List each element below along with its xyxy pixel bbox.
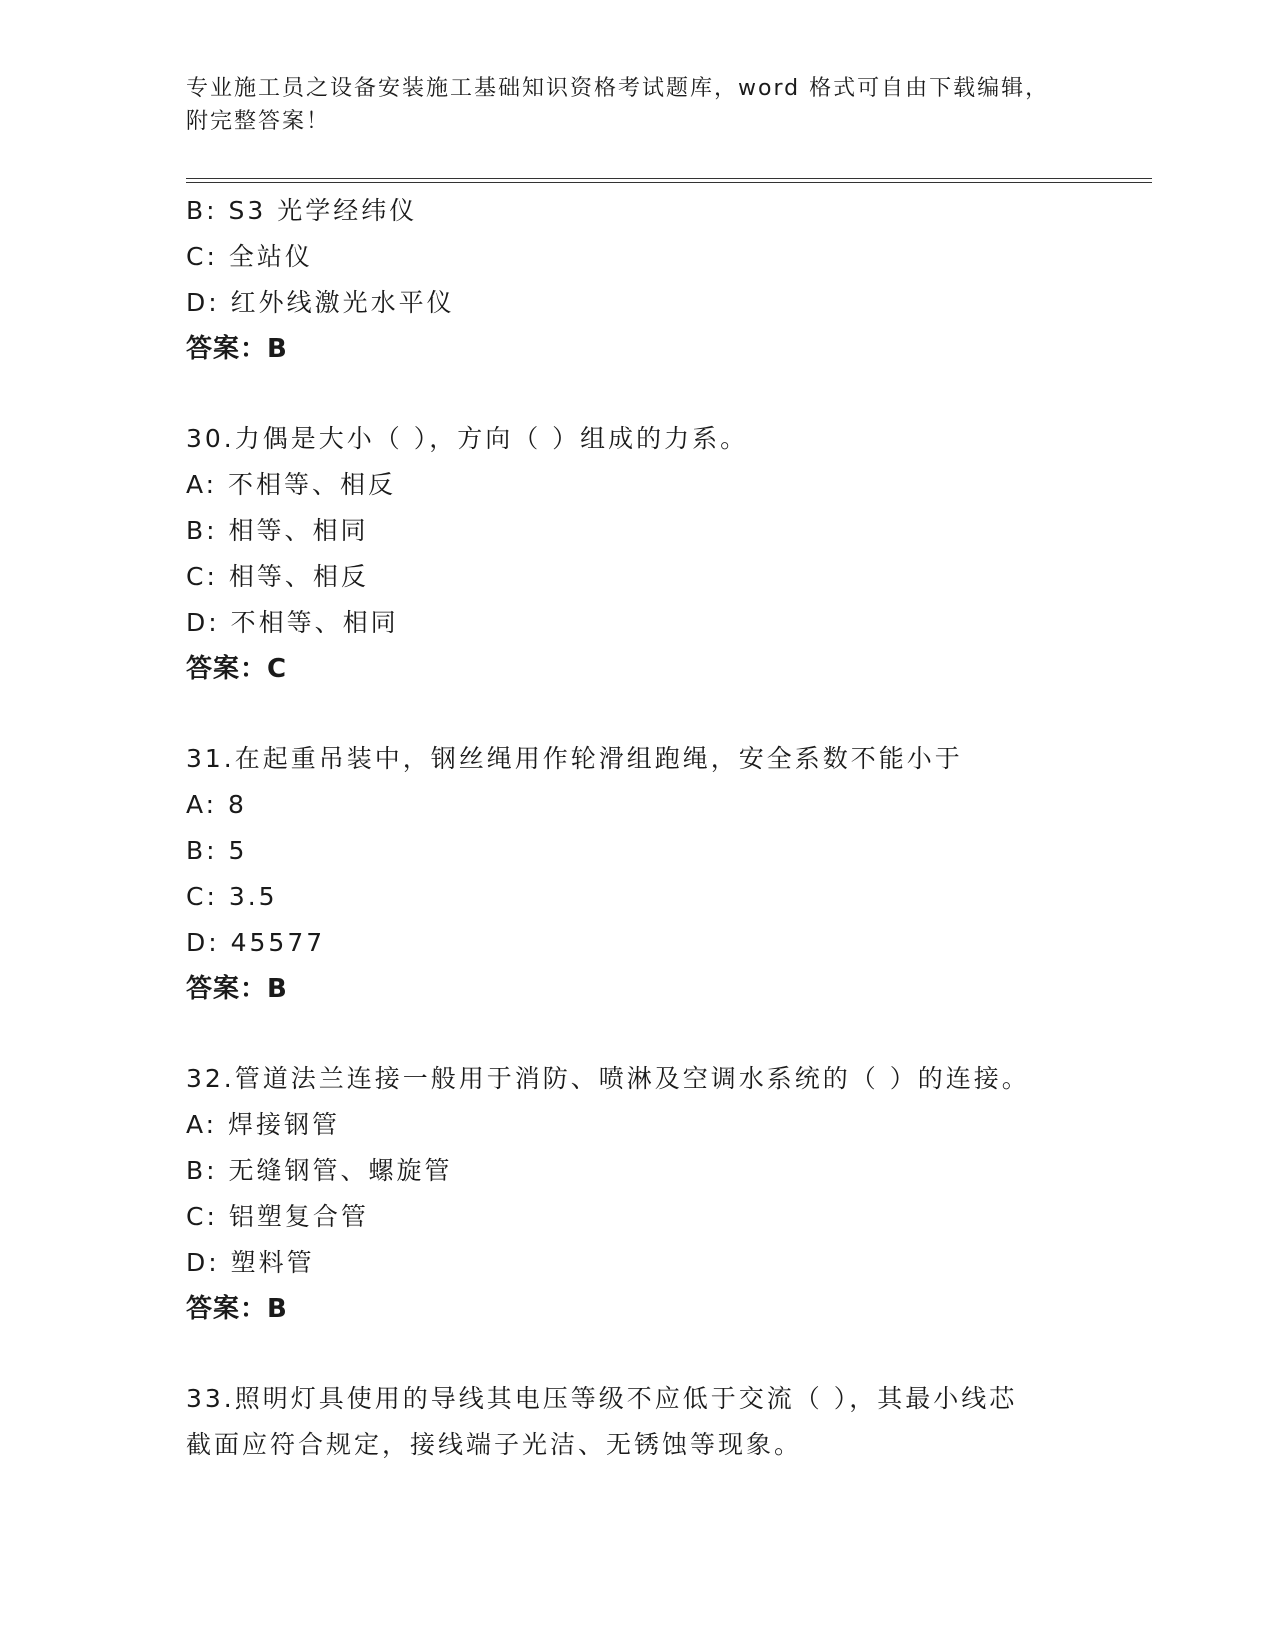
document-header xyxy=(186,72,1066,138)
question-text: 32.管道法兰连接一般用于消防、喷淋及空调水系统的（ ）的连接。 xyxy=(186,1064,1030,1093)
question-text-line-2: 截面应符合规定，接线端子光洁、无锈蚀等现象。 xyxy=(186,1430,803,1459)
option-c: C: 相等、相反 xyxy=(186,562,369,591)
option-a: A: 8 xyxy=(186,790,247,819)
answer-line: 答案：B xyxy=(186,974,288,1004)
option-b: B: 5 xyxy=(186,836,248,865)
header-title-line-1: 专业施工员之设备安装施工基础知识资格考试题库，word 格式可自由下载编辑， xyxy=(186,76,1050,101)
option-d: D: 塑料管 xyxy=(186,1248,315,1277)
option-a: A: 不相等、相反 xyxy=(186,470,397,499)
option-b: B: 相等、相同 xyxy=(186,516,369,545)
option-c: C: 铝塑复合管 xyxy=(186,1202,369,1231)
option-b: B: S3 光学经纬仪 xyxy=(186,196,418,225)
option-c: C: 3.5 xyxy=(186,882,278,911)
spacer xyxy=(186,1012,1086,1056)
header-title-line-2: 附完整答案！ xyxy=(186,109,331,134)
option-b: B: 无缝钢管、螺旋管 xyxy=(186,1156,453,1185)
question-32 xyxy=(186,1056,1086,1332)
question-29-continued xyxy=(186,188,1086,372)
option-a: A: 焊接钢管 xyxy=(186,1110,341,1139)
answer-line: 答案：B xyxy=(186,334,288,364)
option-c: C: 全站仪 xyxy=(186,242,313,271)
spacer xyxy=(186,372,1086,416)
header-divider xyxy=(186,178,1152,183)
question-text-line-1: 33.照明灯具使用的导线其电压等级不应低于交流（ ），其最小线芯 xyxy=(186,1384,1018,1413)
spacer xyxy=(186,692,1086,736)
question-30 xyxy=(186,416,1086,692)
spacer xyxy=(186,1332,1086,1376)
option-d: D: 红外线激光水平仪 xyxy=(186,288,455,317)
question-text: 30.力偶是大小（ ），方向（ ）组成的力系。 xyxy=(186,424,749,453)
answer-line: 答案：B xyxy=(186,1294,288,1324)
question-33 xyxy=(186,1376,1086,1468)
option-d: D: 不相等、相同 xyxy=(186,608,399,637)
question-31 xyxy=(186,736,1086,1012)
question-list xyxy=(186,188,1086,1468)
question-text: 31.在起重吊装中，钢丝绳用作轮滑组跑绳，安全系数不能小于 xyxy=(186,744,963,773)
answer-line: 答案：C xyxy=(186,654,288,684)
option-d: D: 45577 xyxy=(186,928,326,957)
